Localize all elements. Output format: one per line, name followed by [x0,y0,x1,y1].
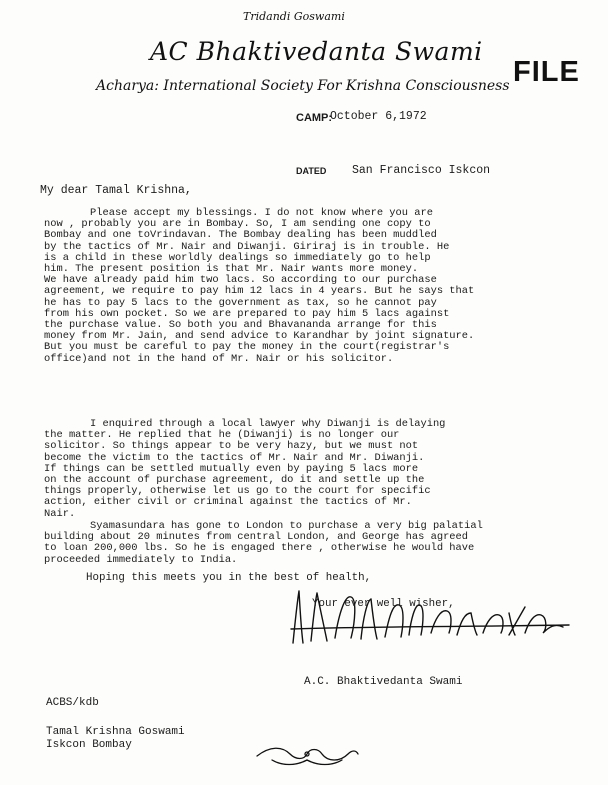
camp-date: October 6,1972 [330,110,427,123]
recipient-name: Tamal Krishna Goswami [46,726,185,738]
paragraph-line: building about 20 minutes from central London, and George has agreed [44,531,469,544]
paragraph-line: office)and not in the hand of Mr. Nair or his solicitor. [44,352,394,365]
paragraph-line: money from Mr. Jain, and send advice to Karandhar by joint signature. [44,330,475,343]
paragraph-line: If things can be settled mutually even by paying 5 lacs more [44,462,419,475]
dated-place: San Francisco Iskcon [352,164,491,177]
paragraph-line: agreement, we require to pay him 12 lacs in 4 years. But he says that [44,285,475,298]
ornamental-flourish-icon [252,740,362,770]
file-stamp: FILE [513,56,580,88]
recipient-place: Iskcon Bombay [46,739,132,751]
paragraph-line: I enquired through a local lawyer why Diwanji is delaying [90,418,446,430]
well-wisher-line: Your ever well wisher, [312,598,455,610]
paragraph-line: become the victim to the tactics of Mr. Nair and Mr. Diwanji. [44,451,425,464]
paragraph-line: Please accept my blessings. I do not know where you are [90,207,433,219]
handwritten-signature-icon [285,583,575,648]
dated-label: DATED [296,166,327,176]
paragraph-line: We have already paid him two lacs. So according to our purchase [44,274,437,287]
camp-label: CAMP: [296,112,333,124]
paragraph-line: from his own pocket. So we are prepared to pay him 5 lacs against [44,307,450,320]
paragraph-2 [44,419,574,520]
paragraph-line: is a child in these worldly dealings so immediately go to help [44,251,431,264]
paragraph-line: the matter. He replied that he (Diwanji) is no longer our [44,429,400,442]
paragraph-line: proceeded immediately to India. [44,553,238,566]
paragraph-line: solicitor. So things appear to be very hazy, but we must not [44,440,419,453]
letterhead-top-signature: Tridandi Goswami [243,10,345,23]
paragraph-line: now , probably you are in Bombay. So, I am sending one copy to [44,218,431,231]
paragraph-line: things properly, otherwise let us go to the court for specific [44,485,431,498]
paragraph-line: to loan 200,000 lbs. So he is engaged there , otherwise he would have [44,542,475,555]
salutation: My dear Tamal Krishna, [40,184,192,197]
paragraph-line: the purchase value. So both you and Bhavananda arrange for this [44,319,437,332]
paragraph-line: he has to pay 5 lacs to the government as tax, so he cannot pay [44,296,437,309]
reference-initials: ACBS/kdb [46,697,99,709]
letterhead-subtitle: Acharya: International Society For Krishna Consciousness [96,78,510,94]
paragraph-line: action, either civil or criminal against the tactics of Mr. [44,496,412,509]
paragraph-line: him. The present position is that Mr. Nair wants more money. [44,263,419,276]
paragraph-line: by the tactics of Mr. Nair and Diwanji. Giriraj is in trouble. He [44,240,450,253]
paragraph-line: Nair. [44,507,76,520]
typed-name: A.C. Bhaktivedanta Swami [304,676,463,688]
paragraph-1 [44,208,574,365]
paragraph-3 [44,521,574,566]
closing-line: Hoping this meets you in the best of health, [86,572,372,584]
paragraph-line: Bombay and one toVrindavan. The Bombay dealing has been muddled [44,229,437,242]
paragraph-line: on the account of purchase agreement, do it and settle up the [44,474,425,487]
paragraph-line: Syamasundara has gone to London to purchase a very big palatial [90,520,483,532]
letterhead-name: AC Bhaktivedanta Swami [150,37,483,66]
paragraph-line: But you must be careful to pay the money in the court(registrar's [44,341,450,354]
